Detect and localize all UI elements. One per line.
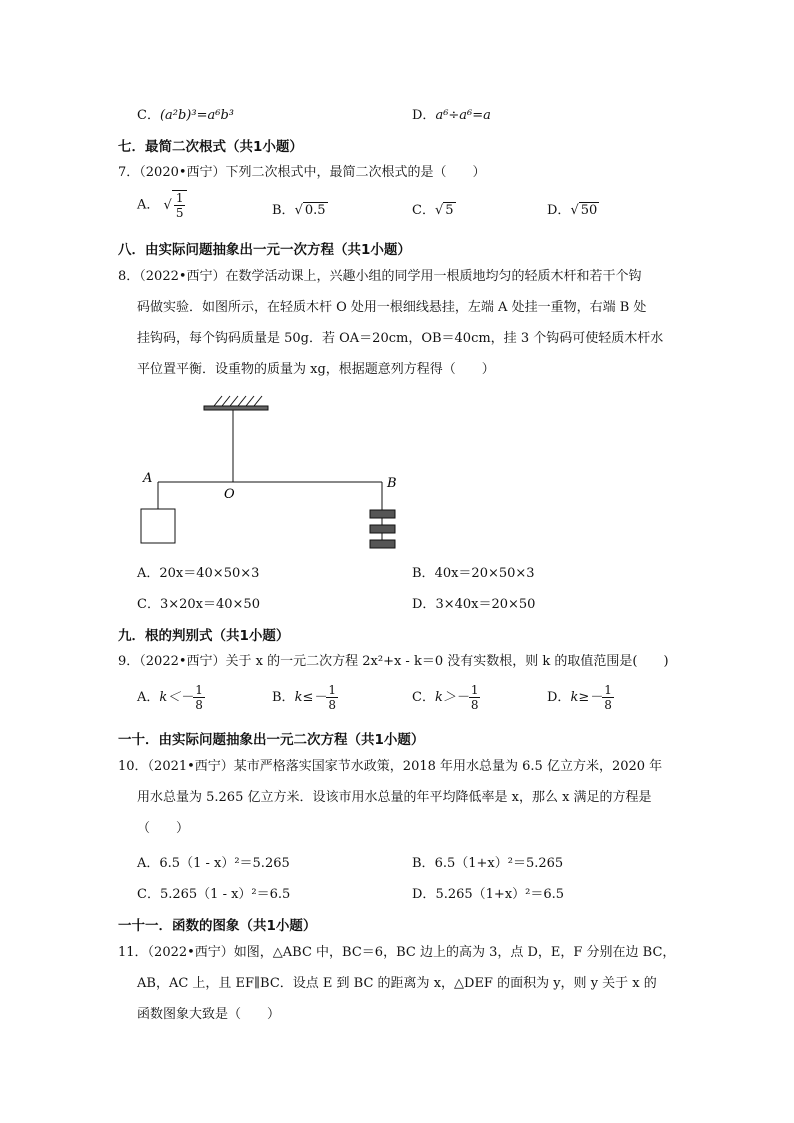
section-heading-11: 一十一．函数的图象（共1小题）: [118, 918, 317, 934]
q8-option-d[interactable]: D．3×40x＝20×50: [412, 597, 536, 612]
q7-option-a[interactable]: A． √ $\frac{1}{5}$: [137, 190, 187, 220]
weight-box: [141, 509, 175, 543]
q6-option-d[interactable]: D．a⁶÷a⁶=a: [412, 108, 491, 123]
q11-line-3: 函数图象大致是（ ）: [137, 1007, 281, 1022]
q8-line-1: 8．（2022•西宁）在数学活动课上，兴趣小组的同学用一根质地均匀的轻质木杆和若干个钩: [118, 269, 642, 284]
label-o: O: [224, 487, 235, 502]
q9-option-c[interactable]: C．k＞－ $\frac{1}{8}$: [412, 683, 479, 712]
hook-weight-2: [370, 525, 395, 533]
q9-option-b[interactable]: B．k≤－ $\frac{1}{8}$: [272, 683, 336, 712]
sqrt-sign: √: [434, 203, 444, 218]
q7-fraction: $\frac{1}{5}$: [172, 190, 188, 220]
q6-option-d-expr: a⁶÷a⁶=a: [435, 108, 491, 123]
lever-figure: [140, 390, 400, 555]
q9-option-a[interactable]: A．k＜－ $\frac{1}{8}$: [137, 683, 203, 712]
section-heading-9: 九．根的判别式（共1小题）: [118, 628, 290, 644]
q7-option-b[interactable]: B．√ 0.5: [272, 203, 326, 218]
section-heading-7: 七．最简二次根式（共1小题）: [118, 139, 303, 155]
hook-weight-3: [370, 540, 395, 548]
fraction: $\frac{1}{8}$: [328, 683, 336, 712]
hook-weight-1: [370, 510, 395, 518]
q10-option-a[interactable]: A．6.5（1 - x）²＝5.265: [137, 856, 290, 871]
q7-stem: 7．（2020•西宁）下列二次根式中，最简二次根式的是（ ）: [118, 165, 486, 180]
q10-option-c[interactable]: C．5.265（1 - x）²＝6.5: [137, 887, 291, 902]
section-heading-8: 八．由实际问题抽象出一元一次方程（共1小题）: [118, 242, 411, 258]
q11-line-1: 11．（2022•西宁）如图，△ABC 中，BC＝6，BC 边上的高为 3，点 D，E，F 分别在边 BC，: [118, 945, 676, 960]
sqrt-sign: √: [163, 197, 172, 213]
q9-option-d[interactable]: D．k≥－ $\frac{1}{8}$: [547, 683, 612, 712]
q11-line-2: AB，AC 上，且 EF∥BC．设点 E 到 BC 的距离为 x，△DEF 的面积为 y，则 y 关于 x 的: [137, 976, 657, 991]
fraction: $\frac{1}{8}$: [195, 683, 203, 712]
q6-option-c[interactable]: C．(a²b)³=a⁶b³: [137, 108, 234, 123]
ceiling-hatch: [204, 396, 268, 410]
q10-line-3: （ ）: [137, 821, 190, 836]
q10-line-1: 10．（2021•西宁）某市严格落实国家节水政策，2018 年用水总量为 6.5 亿立方米，2020 年: [118, 759, 663, 774]
fraction: $\frac{1}{8}$: [604, 683, 612, 712]
q8-line-2: 码做实验．如图所示，在轻质木杆 O 处用一根细线悬挂，左端 A 处挂一重物，右端 B 处: [137, 300, 647, 315]
q7-option-c[interactable]: C．√ 5: [412, 203, 454, 218]
q6-option-c-expr: (a²b)³=a⁶b³: [159, 108, 234, 123]
q10-line-2: 用水总量为 5.265 亿立方米．设该市用水总量的年平均降低率是 x，那么 x 满足的方程是: [137, 790, 652, 805]
label-b: B: [387, 476, 397, 491]
q10-option-b[interactable]: B．6.5（1+x）²＝5.265: [412, 856, 564, 871]
section-heading-10: 一十．由实际问题抽象出一元二次方程（共1小题）: [118, 732, 425, 748]
fraction: $\frac{1}{8}$: [470, 683, 479, 712]
q8-line-4: 平位置平衡．设重物的质量为 xg，根据题意列方程得（ ）: [137, 362, 495, 377]
q9-stem: 9．（2022•西宁）关于 x 的一元二次方程 2x²+x - k＝0 没有实数根，则 k 的取值范围是( ): [118, 654, 669, 669]
q10-option-d[interactable]: D．5.265（1+x）²＝6.5: [412, 887, 565, 902]
sqrt-sign: √: [294, 203, 303, 218]
sqrt-sign: √: [570, 203, 579, 218]
label-a: A: [143, 471, 153, 486]
q8-option-b[interactable]: B．40x＝20×50×3: [412, 566, 535, 581]
q8-line-3: 挂钩码，每个钩码质量是 50g．若 OA＝20cm，OB＝40cm，挂 3 个钩码可使轻质木杆水: [137, 331, 664, 346]
q7-option-d[interactable]: D．√ 50: [547, 203, 598, 218]
q8-option-c[interactable]: C．3×20x＝40×50: [137, 597, 260, 612]
q8-option-a[interactable]: A．20x＝40×50×3: [137, 566, 260, 581]
